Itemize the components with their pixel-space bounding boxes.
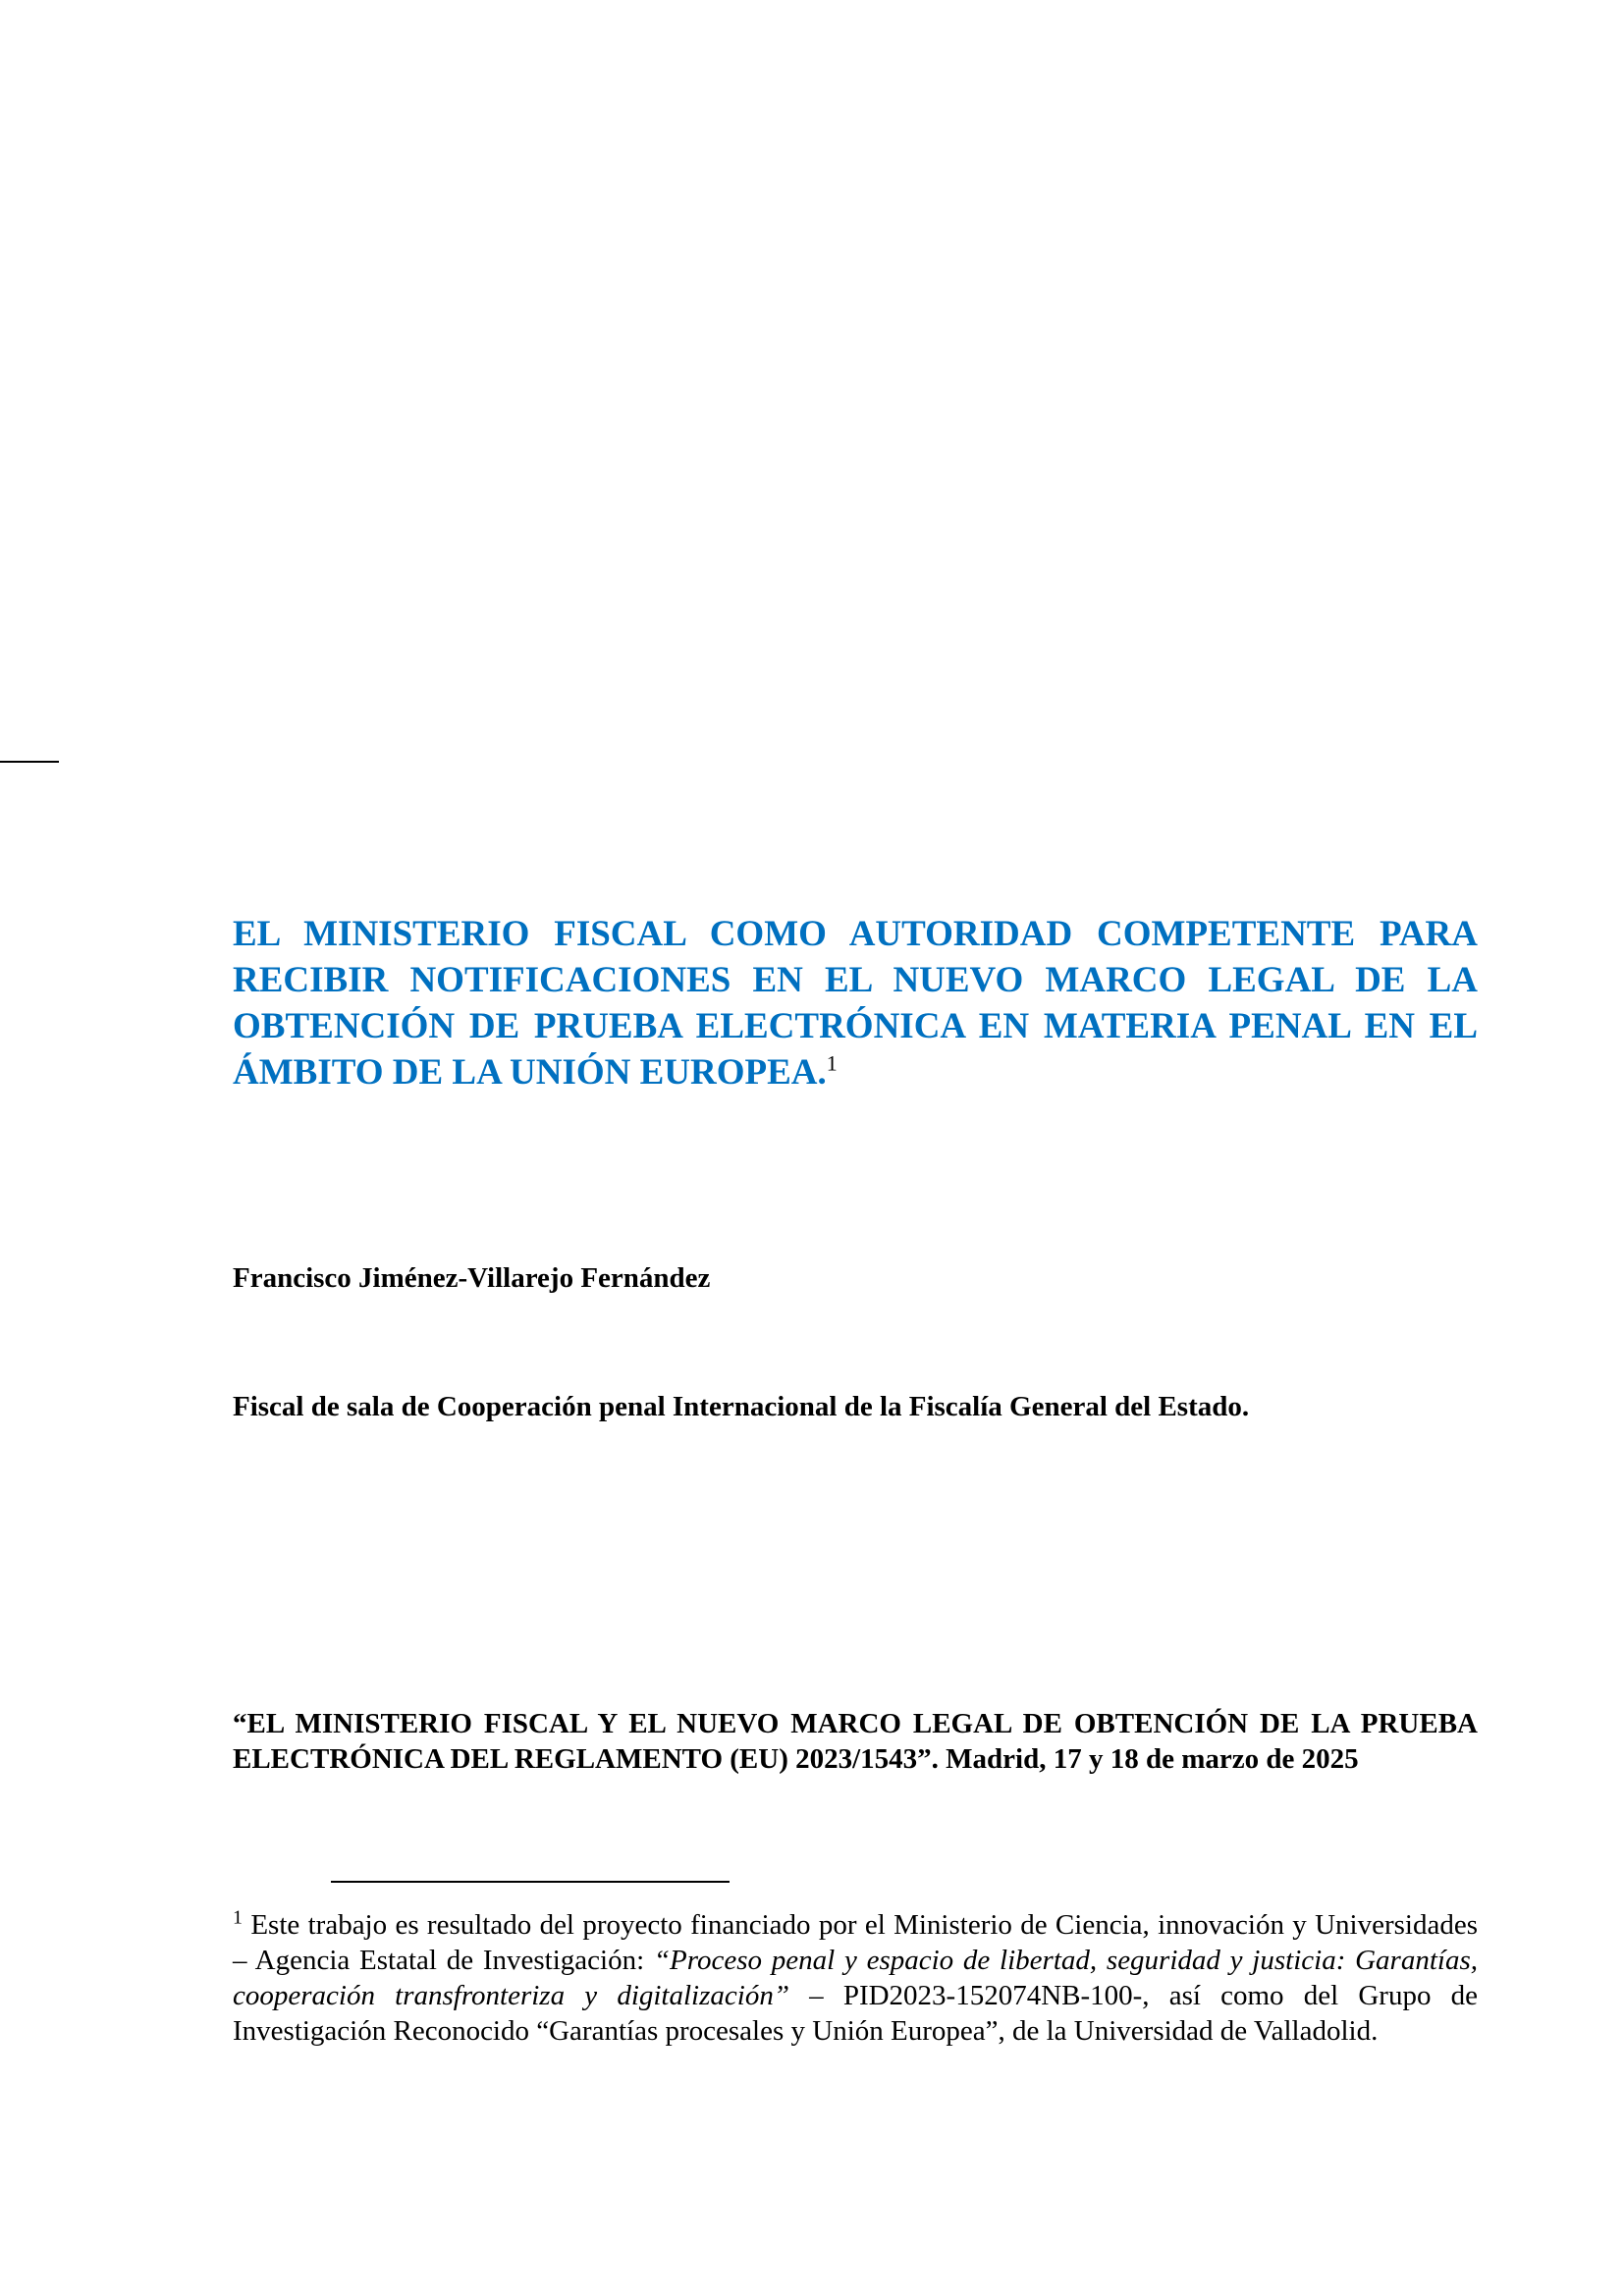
footnote-separator — [331, 1881, 730, 1883]
event-reference: “EL MINISTERIO FISCAL Y EL NUEVO MARCO LEGAL DE OBTENCIÓN DE LA PRUEBA ELECTRÓNICA DEL REGLAMENTO (EU) 2023/1543”. Madrid, 17 y 18 de marzo de 2025 — [233, 1708, 1478, 1775]
footnote-project-title: “Proceso penal y espacio de libertad, seguridad y justicia: Garantías, cooperación transfronteriza y digitalización” — [233, 1945, 1478, 2011]
footnote — [233, 1907, 1478, 2049]
author-name: Francisco Jiménez-Villarejo Fernández — [233, 1262, 711, 1294]
title-footnote-ref[interactable]: 1 — [826, 1050, 838, 1076]
title-text: EL MINISTERIO FISCAL COMO AUTORIDAD COMPETENTE PARA RECIBIR NOTIFICACIONES EN EL NUEVO MARCO LEGAL DE LA OBTENCIÓN DE PRUEBA ELECTRÓNICA EN MATERIA PENAL EN EL ÁMBITO DE LA UNIÓN EUROPEA. — [233, 914, 1478, 1093]
margin-mark — [0, 761, 59, 763]
footnote-text-before: Este trabajo es resultado del proyecto financiado por el Ministerio de Ciencia, innovación y Universidades – Agencia Estatal de Investigación: — [233, 1909, 1479, 1976]
author-affiliation: Fiscal de sala de Cooperación penal Internacional de la Fiscalía General del Estado. — [233, 1391, 1250, 1422]
document-title — [233, 911, 1478, 1095]
footnote-text-after: – PID2023-152074NB-100-, así como del Grupo de Investigación Reconocido “Garantías procesales y Unión Europea”, de la Universidad de Valladolid. — [233, 1980, 1478, 2047]
footnote-number: 1 — [233, 1906, 243, 1929]
